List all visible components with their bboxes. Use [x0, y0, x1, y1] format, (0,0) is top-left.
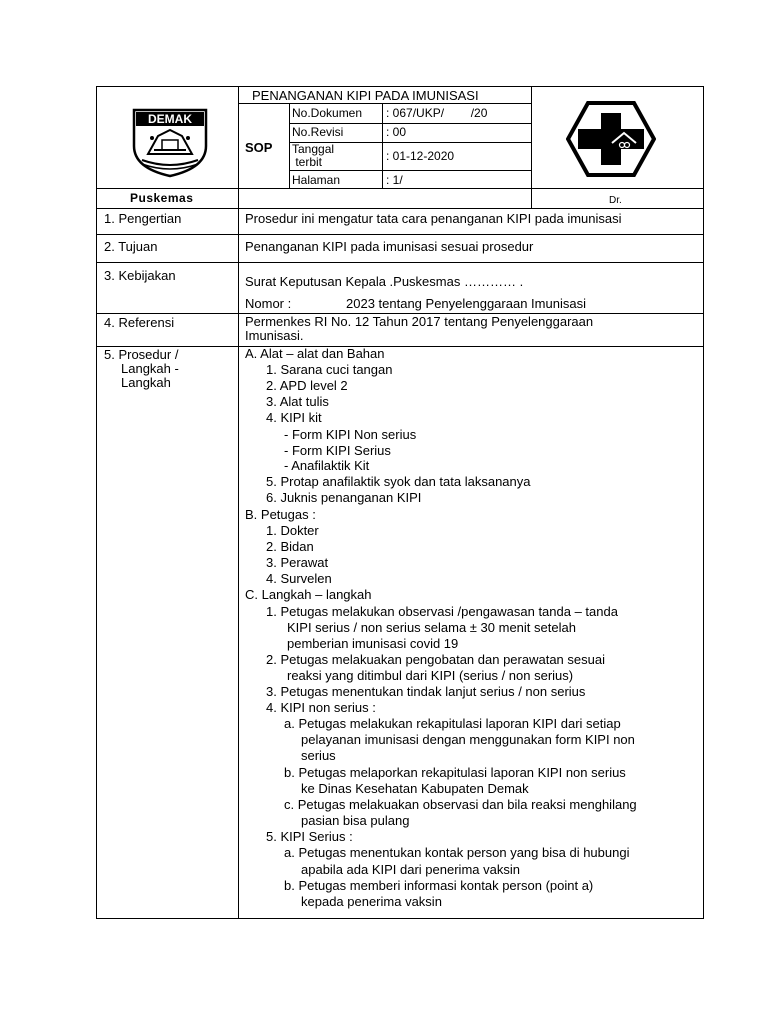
procedure-line: 6. Juknis penanganan KIPI [266, 490, 422, 505]
document-title: PENANGANAN KIPI PADA IMUNISASI [252, 88, 479, 103]
text-referensi-1: Permenkes RI No. 12 Tahun 2017 tentang Penyelenggaraan [245, 314, 594, 329]
procedure-line: 1. Sarana cuci tangan [266, 362, 393, 377]
label-prosedur-3: Langkah [121, 375, 171, 390]
procedure-line: ke Dinas Kesehatan Kabupaten Demak [301, 781, 529, 796]
procedure-line: 3. Perawat [266, 555, 329, 570]
label-kebijakan: 3. Kebijakan [104, 268, 176, 283]
text-pengertian: Prosedur ini mengatur tata cara penanganan KIPI pada imunisasi [245, 211, 622, 226]
field-label-no-dokumen: No.Dokumen [292, 106, 363, 120]
procedure-line: 5. Protap anafilaktik syok dan tata laksananya [266, 474, 531, 489]
procedure-line: b. Petugas memberi informasi kontak person (point a) [284, 878, 594, 893]
procedure-line: 4. KIPI non serius : [266, 700, 376, 715]
logo-text: DEMAK [148, 112, 192, 126]
text-kebijakan-nomor: Nomor : [245, 296, 292, 311]
procedure-line: KIPI serius / non serius selama ± 30 menit setelah [287, 620, 576, 635]
procedure-line: 5. KIPI Serius : [266, 829, 353, 844]
procedure-line: kepada penerima vaksin [301, 894, 442, 909]
field-value-no-dokumen: : 067/UKP/ /20 [386, 106, 488, 120]
label-tujuan: 2. Tujuan [104, 239, 158, 254]
field-value-tanggal-terbit: : 01-12-2020 [386, 149, 455, 163]
procedure-line: c. Petugas melakuakan observasi dan bila reaksi menghilang [284, 797, 637, 812]
label-pengertian: 1. Pengertian [104, 211, 182, 226]
procedure-line: 2. APD level 2 [266, 378, 348, 393]
procedure-line: - Form KIPI Serius [284, 443, 391, 458]
demak-logo [128, 106, 212, 178]
procedure-line: 3. Petugas menentukan tindak lanjut serius / non serius [266, 684, 586, 699]
procedure-line: 4. KIPI kit [266, 410, 322, 425]
sop-label: SOP [245, 140, 273, 155]
procedure-line: 1. Dokter [266, 523, 319, 538]
procedure-line: C. Langkah – langkah [245, 587, 372, 602]
procedure-line: 3. Alat tulis [266, 394, 329, 409]
procedure-line: 2. Bidan [266, 539, 314, 554]
field-value-halaman: : 1/ [386, 173, 403, 187]
label-prosedur-2: Langkah - [121, 361, 179, 376]
dr-label: Dr. [609, 195, 622, 206]
procedure-line: A. Alat – alat dan Bahan [245, 346, 385, 361]
text-kebijakan-2: 2023 tentang Penyelenggaraan Imunisasi [346, 296, 586, 311]
procedure-line: apabila ada KIPI dari penerima vaksin [301, 862, 520, 877]
procedure-line: reaksi yang ditimbul dari KIPI (serius / non serius) [287, 668, 574, 683]
procedure-line: pelayanan imunisasi dengan menggunakan form KIPI non [301, 732, 635, 747]
procedure-line: pemberian imunisasi covid 19 [287, 636, 459, 651]
label-prosedur-1: 5. Prosedur / [104, 347, 179, 362]
puskesmas-logo [566, 101, 656, 177]
label-referensi: 4. Referensi [104, 315, 175, 330]
procedure-line: 1. Petugas melakukan observasi /pengawasan tanda – tanda [266, 604, 618, 619]
procedure-line: a. Petugas melakukan rekapitulasi laporan KIPI dari setiap [284, 716, 621, 731]
procedure-line: - Form KIPI Non serius [284, 427, 417, 442]
field-value-no-revisi: : 00 [386, 125, 407, 139]
procedure-line: - Anafilaktik Kit [284, 458, 370, 473]
procedure-line: serius [301, 748, 336, 763]
procedure-line: a. Petugas menentukan kontak person yang bisa di hubungi [284, 845, 630, 860]
text-tujuan: Penanganan KIPI pada imunisasi sesuai prosedur [245, 239, 534, 254]
procedure-line: 4. Survelen [266, 571, 332, 586]
field-label-halaman: Halaman [292, 173, 341, 187]
procedure-line: B. Petugas : [245, 507, 316, 522]
text-kebijakan-1: Surat Keputusan Kepala .Puskesmas ………… . [245, 274, 524, 289]
field-label-no-revisi: No.Revisi [292, 125, 344, 139]
field-label-tanggal-terbit: Tanggal terbit [292, 142, 335, 169]
puskesmas-label: Puskemas [130, 191, 194, 205]
text-referensi-2: Imunisasi. [245, 328, 304, 343]
procedure-line: 2. Petugas melakuakan pengobatan dan perawatan sesuai [266, 652, 605, 667]
procedure-line: pasian bisa pulang [301, 813, 410, 828]
procedure-line: b. Petugas melaporkan rekapitulasi laporan KIPI non serius [284, 765, 626, 780]
